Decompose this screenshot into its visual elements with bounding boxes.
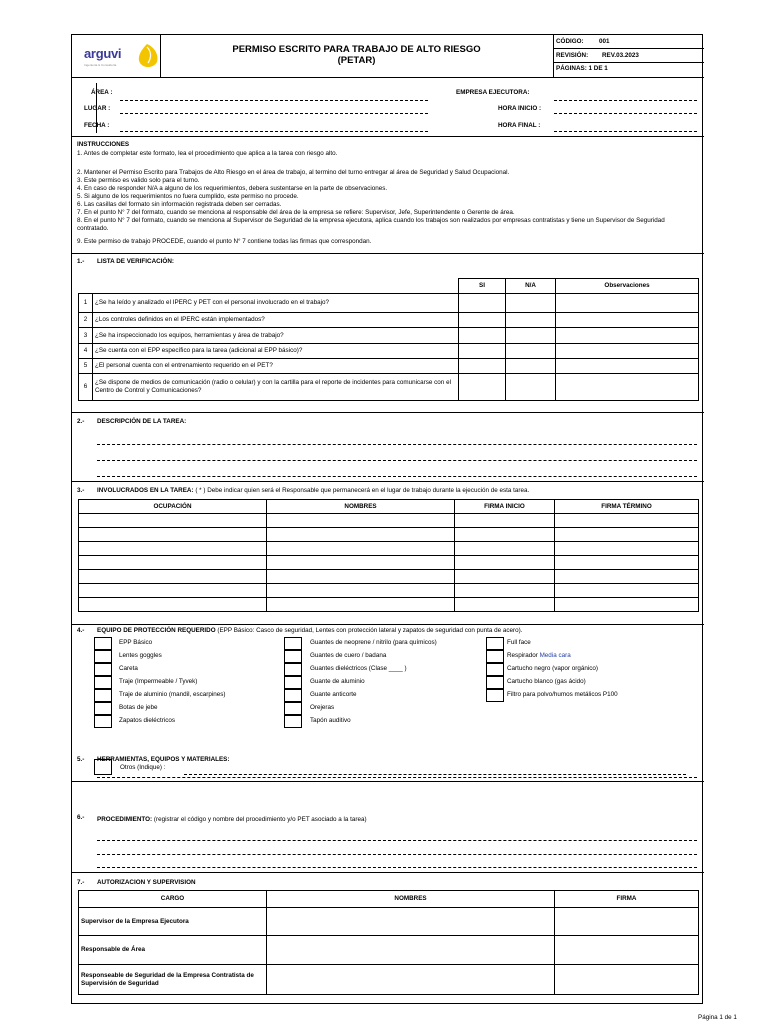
section2-num: 2.- [77,418,85,425]
section3-note: ( * ) Debe indicar quien será el Responsable que permanecerá en el lugar de trabajo durante la ejecución de esta tarea. [195,487,530,494]
fecha-label: FECHA : [84,122,110,129]
checkbox[interactable] [284,637,302,650]
col-firma-inicio: FIRMA INICIO [455,500,555,514]
row-num: 1 [79,294,93,313]
col-nombres: NOMBRES [267,500,455,514]
section4-heading [97,627,522,635]
instruction-item: 3. Este permiso es valido solo para el turno. [77,177,200,184]
col-firma-termino: FIRMA TÉRMINO [555,500,699,514]
respirador-label [507,652,571,660]
checkbox[interactable] [94,637,112,650]
instruction-item: 4. En caso de responder N/A a alguno de los requerimientos, debera sustentarse en la parte de observaciones. [77,185,388,192]
task-line[interactable] [97,476,697,477]
tools-line[interactable] [97,777,697,778]
cell[interactable] [267,514,455,528]
table-row [79,528,699,542]
lugar-label: LUGAR : [84,105,111,112]
epp-label: Traje de aluminio (mandil, escarpines) [119,691,226,698]
section7-num: 7.- [77,879,85,886]
section4-num: 4.- [77,627,85,634]
form-title-line2: (PETAR) [337,55,376,66]
codigo-value: 001 [599,38,610,45]
epp-label: Guantes de neoprene / nitrilo (para químicos) [310,639,437,646]
row-num: 3 [79,328,93,344]
cell[interactable] [79,598,267,612]
instruction-item: 8. En el punto N° 7 del formato, cuando se menciona al Supervisor de Seguridad de la empresa ejecutora, aplica cuando los trabajos son realizados por empresas contratistas y tiene un Supervisor de Seguridad contratado. [77,217,665,232]
checkbox[interactable] [284,689,302,702]
firma-cell[interactable] [555,965,699,995]
table-row [79,908,699,936]
row-question: ¿Se cuenta con el EPP específico para la tarea (adicional al EPP básico)? [93,344,459,359]
checklist-row [79,359,699,374]
checkbox[interactable] [486,689,504,702]
epp-label: Lentes goggles [119,652,162,659]
table-row [79,584,699,598]
epp-label: EPP Básico [119,639,153,646]
checkbox[interactable] [486,663,504,676]
checklist-row [79,313,699,328]
row-question: ¿Los controles definidos en el IPERC están implementados? [93,313,459,328]
checklist-row [79,344,699,359]
cell[interactable] [79,584,267,598]
otros-line[interactable] [184,774,686,775]
task-line[interactable] [97,460,697,461]
epp-label: Guantes dieléctricos (Clase ____ ) [310,665,407,672]
cell[interactable] [555,584,699,598]
section5-num: 5.- [77,756,85,763]
page-footer: Página 1 de 1 [698,1014,737,1021]
cell[interactable] [79,570,267,584]
firma-cell[interactable] [555,908,699,936]
checkbox[interactable] [486,676,504,689]
row-num: 6 [79,374,93,401]
checklist-row [79,328,699,344]
cell[interactable] [267,542,455,556]
si-cell[interactable] [459,374,506,401]
col-ocupacion: OCUPACIÓN [79,500,267,514]
empresa-label: EMPRESA EJECUTORA: [456,89,530,96]
area-label: ÁREA : [91,89,113,96]
checkbox[interactable] [94,689,112,702]
cell[interactable] [455,570,555,584]
si-cell[interactable] [459,328,506,344]
cell[interactable] [267,598,455,612]
epp-label: Botas de jebe [119,704,158,711]
checkbox[interactable] [94,676,112,689]
epp-label: Tapón auditivo [310,717,351,724]
checkbox[interactable] [284,663,302,676]
section5-title: HERRAMIENTAS, EQUIPOS Y MATERIALES: [97,756,230,763]
obs-cell[interactable] [556,344,699,359]
epp-label: Careta [119,665,138,672]
section3-num: 3.- [77,487,85,494]
respirador-text: Respirador [507,652,540,659]
revision-label: REVISIÓN: [556,52,589,59]
col-firma: FIRMA [555,891,699,908]
epp-label: Guante de aluminio [310,678,365,685]
cell[interactable] [455,528,555,542]
form-sheet [71,34,703,1004]
cell[interactable] [79,542,267,556]
cargo-cell: Responseable de Seguridad de la Empresa Contratista de Supervisión de Seguridad [79,965,267,995]
na-cell[interactable] [506,328,556,344]
cell[interactable] [455,556,555,570]
epp-label: Traje (Impermeable / Tyvek) [119,678,198,685]
section4-title: EQUIPO DE PROTECCIÓN REQUERIDO [97,627,216,634]
col-na: N/A [506,279,556,294]
cell[interactable] [267,584,455,598]
section6-num: 6.- [77,814,85,821]
section4-note: (EPP Básico: Casco de seguridad, Lentes con protección lateral y zapatos de seguridad con punta de acero). [217,627,523,634]
checkbox[interactable] [486,650,504,663]
table-row [79,936,699,965]
logo [82,39,162,73]
checklist-table [78,278,699,401]
row-question: ¿Se ha leído y analizado el IPERC y PET con el personal involucrado en el trabajo? [93,294,459,313]
epp-label: Zapatos dieléctricos [119,717,175,724]
firma-cell[interactable] [555,936,699,965]
checkbox[interactable] [94,715,112,728]
na-cell[interactable] [506,344,556,359]
na-cell[interactable] [506,294,556,313]
row-num: 4 [79,344,93,359]
instruction-item: 1. Antes de completar este formato, lea el procedimiento que aplica a la tarea con riesgo alto. [77,150,338,157]
involved-table [78,499,699,612]
checkbox[interactable] [284,702,302,715]
si-cell[interactable] [459,294,506,313]
section3-heading [97,487,529,495]
logo-text: arguvi [84,46,122,61]
paginas: PÁGINAS: 1 DE 1 [556,65,608,72]
obs-cell[interactable] [556,359,699,374]
row-question: ¿El personal cuenta con el entrenamiento requerido en el PET? [93,359,459,374]
checklist-row [79,374,699,401]
epp-label: Full face [507,639,531,646]
table-row [79,570,699,584]
form-title [160,44,553,66]
checkbox[interactable] [94,663,112,676]
row-question: ¿Se ha inspeccionado los equipos, herramientas y área de trabajo? [93,328,459,344]
row-num: 2 [79,313,93,328]
row-num: 5 [79,359,93,374]
section2-title: DESCRIPCIÓN DE LA TAREA: [97,418,187,425]
cell[interactable] [79,514,267,528]
cargo-cell: Supervisor de la Empresa Ejecutora [79,908,267,936]
col-cargo: CARGO [79,891,267,908]
si-cell[interactable] [459,344,506,359]
section6-heading [97,816,367,824]
authorization-table [78,890,699,995]
instruction-item: 5. Si alguno de los requerimientos no fuera cumplido, este permiso no procede. [77,193,299,200]
procedure-line[interactable] [97,867,697,868]
obs-cell[interactable] [556,313,699,328]
cell[interactable] [555,542,699,556]
col-si: SI [459,279,506,294]
obs-cell[interactable] [556,374,699,401]
otros-label: Otros (Indique) : [120,764,166,771]
checkbox[interactable] [284,676,302,689]
cell[interactable] [555,570,699,584]
table-row [79,514,699,528]
cell[interactable] [79,528,267,542]
row-question: ¿Se dispone de medios de comunicación (radio o celular) y con la cartilla para el reporte de incidentes para comunicarse con el Centro de Control y Comunicaciones? [93,374,459,401]
cargo-cell: Responsable de Área [79,936,267,965]
obs-cell[interactable] [556,294,699,313]
hora-inicio-label: HORA INICIO : [498,105,542,112]
section3-title: INVOLUCRADOS EN LA TAREA: [97,487,194,494]
cell[interactable] [555,598,699,612]
obs-cell[interactable] [556,328,699,344]
section6-note: (registrar el código y nombre del procedimiento y/o PET asociado a la tarea) [153,816,367,823]
checkbox[interactable] [284,650,302,663]
nombre-cell[interactable] [267,965,555,995]
revision-value: REV.03.2023 [602,52,639,59]
cell[interactable] [455,542,555,556]
epp-label: Orejeras [310,704,335,711]
cell[interactable] [555,528,699,542]
epp-label: Cartucho negro (vapor orgánico) [507,665,599,672]
instruction-item: 7. En el punto N° 7 del formato, cuando se menciona al responsable del área de la empresa se refiere: Supervisor, Jefe, Superintendente o Gerente de área. [77,209,515,216]
cell[interactable] [555,556,699,570]
hora-final-label: HORA FINAL : [498,122,541,129]
instruction-item: 9. Este permiso de trabajo PROCEDE, cuando el punto N° 7 contiene todas las firmas que correspondan. [77,238,372,245]
cell[interactable] [267,556,455,570]
table-row [79,598,699,612]
cell[interactable] [455,584,555,598]
procedure-line[interactable] [97,854,697,855]
nombre-cell[interactable] [267,936,555,965]
section6-title: PROCEDIMIENTO: [97,816,153,823]
instruction-item: 6. Las casillas del formato sin información registrada deben ser cerradas. [77,201,282,208]
checklist-row [79,294,699,313]
epp-label: Cartucho blanco (gas ácido) [507,678,586,685]
codigo-label: CÓDIGO: [556,38,584,45]
na-cell[interactable] [506,359,556,374]
instruction-item: 2. Mantener el Permiso Escrito para Trabajos de Alto Riesgo en el área de trabajo, al termino del turno entregar al área de Seguridad y Salud Ocupacional. [77,169,510,176]
checkbox[interactable] [284,715,302,728]
section1-title: LISTA DE VERIFICACIÓN: [97,258,174,265]
na-cell[interactable] [506,374,556,401]
nombre-cell[interactable] [267,908,555,936]
section1-num: 1.- [77,258,85,265]
instructions-title: INSTRUCCIONES [77,141,130,148]
logo-subtitle: Ingeniería & Consultoría [84,63,117,67]
checkbox[interactable] [94,702,112,715]
na-cell[interactable] [506,313,556,328]
procedure-line[interactable] [97,840,697,841]
logo-mark-icon [132,41,162,71]
task-line[interactable] [97,444,697,445]
table-row [79,556,699,570]
si-cell[interactable] [459,359,506,374]
col-nombres: NOMBRES [267,891,555,908]
epp-label: Guantes de cuero / badana [310,652,387,659]
cell[interactable] [455,598,555,612]
media-cara-text: Media cara [539,652,571,659]
cell[interactable] [267,528,455,542]
cell[interactable] [267,570,455,584]
epp-label: Filtro para polvo/humos metálicos P100 [507,691,618,698]
cell[interactable] [455,514,555,528]
epp-label: Guante anticorte [310,691,357,698]
si-cell[interactable] [459,313,506,328]
table-row [79,542,699,556]
checkbox[interactable] [486,637,504,650]
cell[interactable] [79,556,267,570]
section7-title: AUTORIZACION Y SUPERVISION [97,879,196,886]
form-title-line1: PERMISO ESCRITO PARA TRABAJO DE ALTO RIESGO [232,44,481,55]
cell[interactable] [555,514,699,528]
table-row [79,965,699,995]
col-obs: Observaciones [556,279,699,294]
checkbox[interactable] [94,650,112,663]
